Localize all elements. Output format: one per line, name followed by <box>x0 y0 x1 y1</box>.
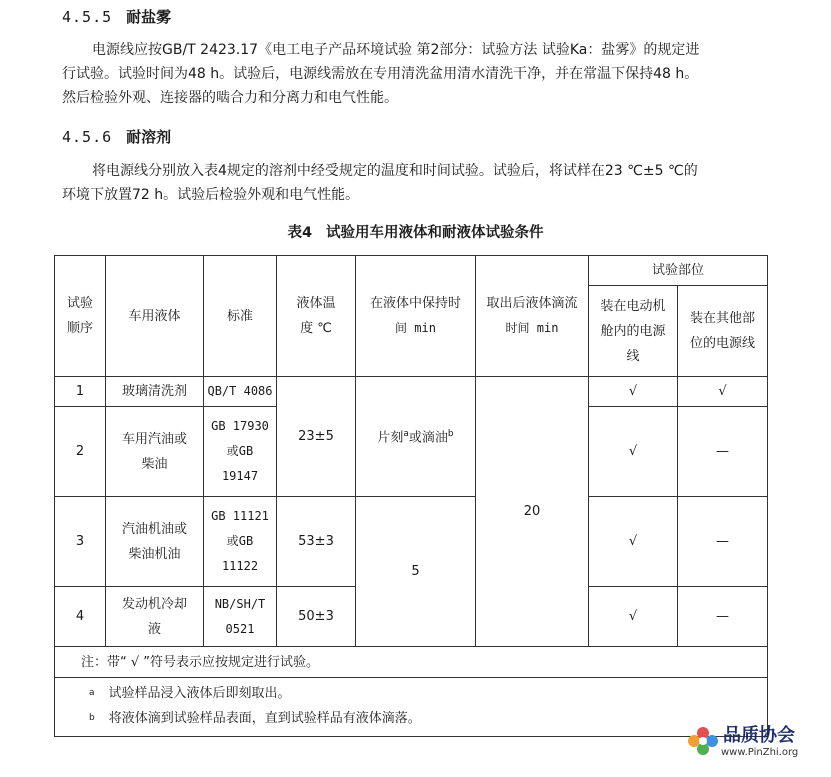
para-line: 行试验。试验时间为48 h。试验后，电源线需放在专用清洗盆用清水清洗干净，并在常温下保持48 h。 <box>62 66 699 82</box>
table-title: 试验用车用液体和耐液体试验条件 <box>326 225 544 241</box>
cell-engine-check: √ <box>589 497 678 587</box>
cell-seq: 1 <box>55 377 106 407</box>
para-line: 环境下放置72 h。试验后检验外观和电气性能。 <box>62 187 360 203</box>
header-engine-bay: 装在电动机 舱内的电源 线 <box>589 286 678 377</box>
solvent-paragraph <box>62 159 782 207</box>
cell-fluid: 玻璃清洗剂 <box>106 377 204 407</box>
header-drip-time: 取出后液体滴流 时间 min <box>476 256 589 377</box>
header-hold-time: 在液体中保持时 间 min <box>356 256 476 377</box>
cell-standard: NB/SH/T 0521 <box>204 587 277 647</box>
section-number: 4.5.6 <box>62 128 113 146</box>
cell-other-check: — <box>678 497 768 587</box>
header-standard: 标准 <box>204 256 277 377</box>
header-test-location: 试验部位 <box>589 256 768 286</box>
table-row <box>55 497 768 587</box>
cell-engine-check: √ <box>589 587 678 647</box>
table-note: 注：带“ √ ”符号表示应按规定进行试验。 <box>55 647 768 678</box>
watermark-url: www.PinZhi.org <box>721 747 799 758</box>
cell-temp: 23±5 <box>277 377 356 497</box>
cell-standard: GB 17930 或GB 19147 <box>204 407 277 497</box>
cell-seq: 2 <box>55 407 106 497</box>
fluid-test-table <box>54 255 768 737</box>
watermark-name: 品质协会 <box>723 725 795 746</box>
cell-fluid: 发动机冷却 液 <box>106 587 204 647</box>
cell-fluid: 汽油机油或 柴油机油 <box>106 497 204 587</box>
footnote-b: $^b$ 将液体滴到试验样品表面，直到试验样品有液体滴落。 <box>89 711 421 726</box>
header-other-location: 装在其他部 位的电源线 <box>678 286 768 377</box>
section-heading-4-5-6 <box>62 126 171 147</box>
table-footnotes <box>55 678 768 737</box>
table-number: 表4 <box>287 225 313 241</box>
footnote-a: $^a$ 试验样品浸入液体后即刻取出。 <box>89 686 291 701</box>
cell-seq: 3 <box>55 497 106 587</box>
cell-drip-time: 20 <box>476 377 589 647</box>
flower-icon <box>685 723 721 763</box>
section-title: 耐溶剂 <box>126 128 172 146</box>
cell-temp: 50±3 <box>277 587 356 647</box>
para-line: 将电源线分别放入表4规定的溶剂中经受规定的温度和时间试验。试验后，将试样在23 ℃±5 ℃的 <box>92 163 698 179</box>
cell-standard: GB 11121 或GB 11122 <box>204 497 277 587</box>
cell-hold-time: 5 <box>356 497 476 647</box>
header-seq: 试验 顺序 <box>55 256 106 377</box>
section-number: 4.5.5 <box>62 8 113 26</box>
table-row <box>55 377 768 407</box>
cell-hold-time: 片刻$^a$或滴油$^b$ <box>356 377 476 497</box>
header-fluid: 车用液体 <box>106 256 204 377</box>
para-line: 电源线应按GB/T 2423.17《电工电子产品环境试验 第2部分：试验方法 试验Ka：盐雾》的规定进 <box>92 42 700 58</box>
header-temp: 液体温 度 ℃ <box>277 256 356 377</box>
cell-engine-check: √ <box>589 377 678 407</box>
cell-other-check: √ <box>678 377 768 407</box>
watermark-logo <box>685 719 815 769</box>
cell-standard: QB/T 4086 <box>204 377 277 407</box>
cell-fluid: 车用汽油或 柴油 <box>106 407 204 497</box>
section-heading-4-5-5 <box>62 6 171 27</box>
para-line: 然后检验外观、连接器的啮合力和分离力和电气性能。 <box>62 90 398 106</box>
cell-temp: 53±3 <box>277 497 356 587</box>
cell-other-check: — <box>678 407 768 497</box>
cell-engine-check: √ <box>589 407 678 497</box>
section-title: 耐盐雾 <box>126 8 172 26</box>
salt-spray-paragraph <box>62 38 782 110</box>
cell-seq: 4 <box>55 587 106 647</box>
cell-other-check: — <box>678 587 768 647</box>
table-caption <box>0 221 831 242</box>
